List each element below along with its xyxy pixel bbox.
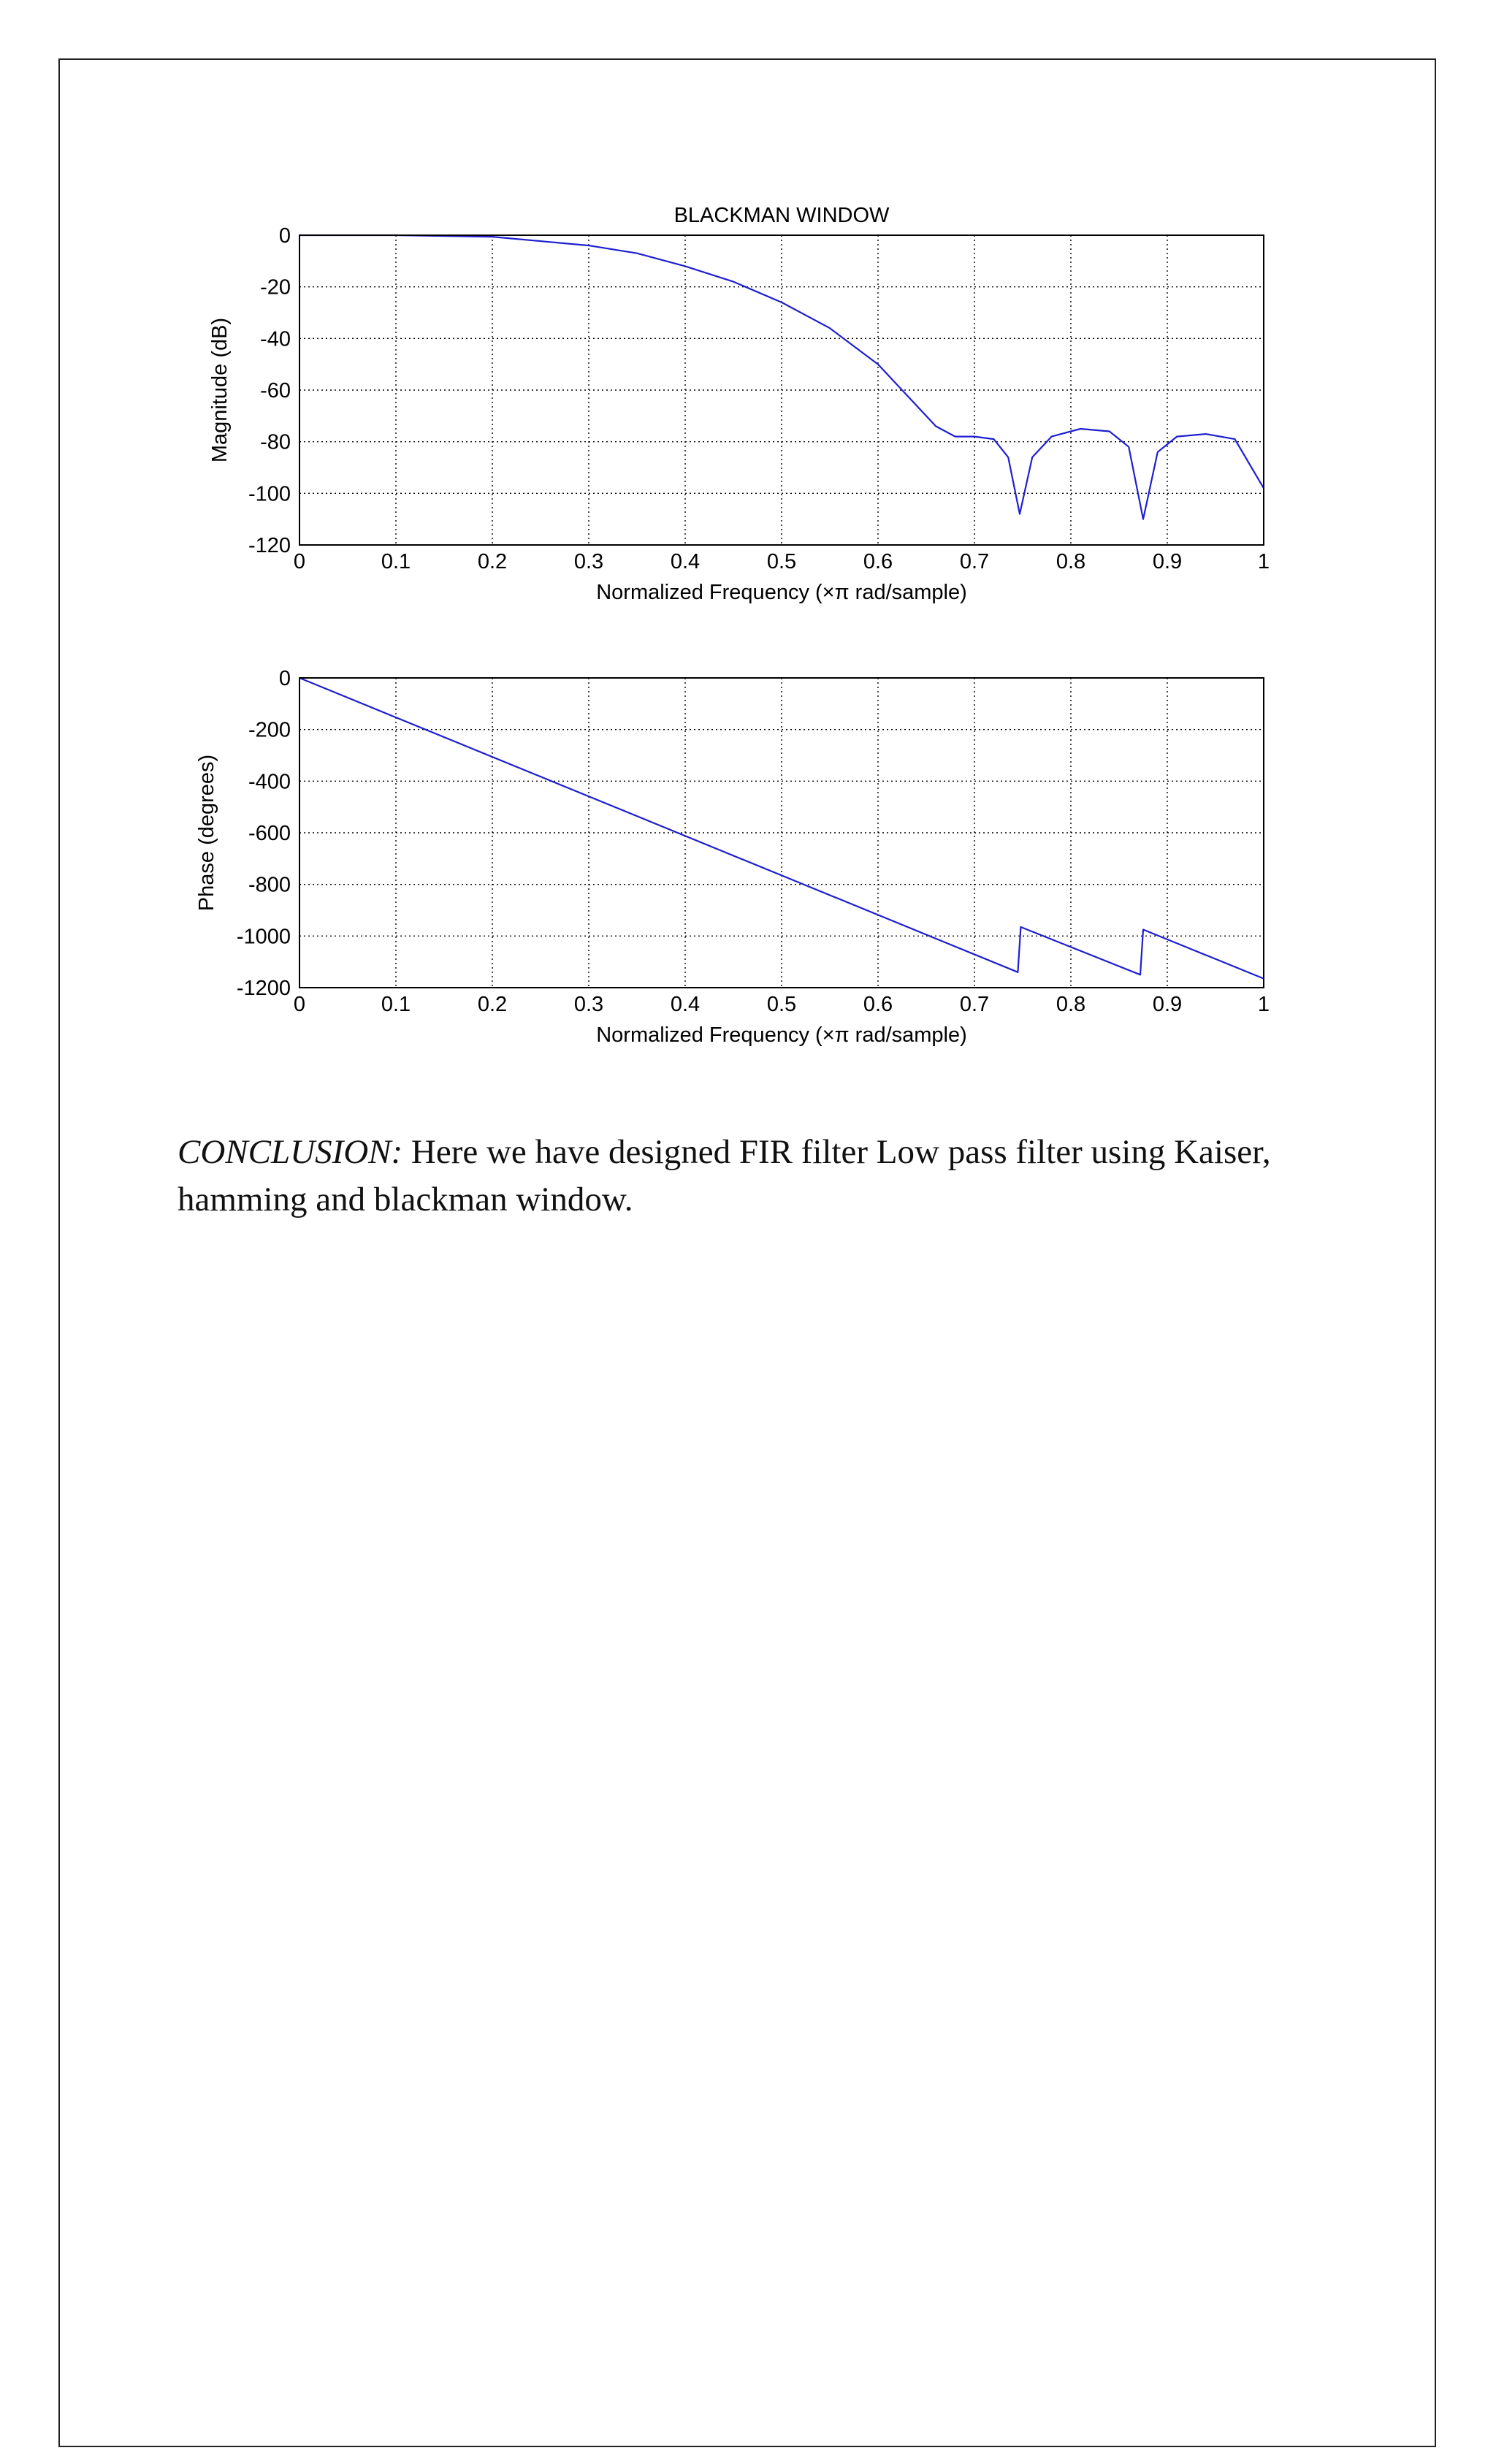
x-tick-label: 0.6: [863, 993, 893, 1016]
x-tick-label: 0.9: [1152, 993, 1183, 1016]
y-axis-label: Phase (degrees): [195, 754, 218, 912]
conclusion-text: Here we have designed FIR filter Low pass filter using Kaiser, hamming and blackman window.: [178, 1133, 1271, 1218]
x-tick-label: 0.7: [959, 550, 990, 573]
y-tick-label: -60: [260, 379, 291, 403]
y-tick-label: -120: [248, 534, 291, 557]
x-tick-label: 0.6: [863, 550, 893, 573]
y-tick-label: 0: [278, 224, 291, 248]
y-tick-label: -400: [248, 770, 291, 794]
x-tick-label: 0.1: [381, 993, 411, 1016]
x-tick-label: 0: [293, 550, 306, 573]
chart-title: BLACKMAN WINDOW: [673, 204, 890, 227]
y-tick-label: -100: [248, 482, 291, 506]
x-tick-label: 0.2: [477, 993, 508, 1016]
x-tick-label: 0.4: [670, 993, 701, 1016]
x-axis-label: Normalized Frequency (×π rad/sample): [596, 1023, 967, 1047]
x-tick-label: 1: [1257, 993, 1270, 1016]
x-axis-label: Normalized Frequency (×π rad/sample): [596, 581, 967, 604]
x-tick-label: 1: [1257, 550, 1270, 573]
y-tick-label: -1000: [236, 925, 291, 949]
x-tick-label: 0: [293, 993, 306, 1016]
x-tick-label: 0.4: [670, 550, 701, 573]
y-tick-label: -80: [260, 430, 291, 454]
conclusion-label: CONCLUSION:: [178, 1133, 403, 1171]
x-tick-label: 0.8: [1056, 550, 1086, 573]
conclusion-paragraph: [178, 1129, 1346, 1224]
x-tick-label: 0.2: [477, 550, 508, 573]
y-tick-label: -40: [260, 327, 291, 351]
y-tick-label: -800: [248, 873, 291, 897]
x-tick-label: 0.5: [766, 550, 797, 573]
phase-plot: [0, 0, 1496, 1074]
y-tick-label: -200: [248, 718, 291, 742]
x-tick-label: 0.8: [1056, 993, 1086, 1016]
x-tick-label: 0.7: [959, 993, 990, 1016]
y-tick-label: 0: [278, 667, 291, 690]
x-tick-label: 0.5: [766, 993, 797, 1016]
y-tick-label: -20: [260, 275, 291, 300]
x-tick-label: 0.3: [573, 993, 604, 1016]
y-axis-label: Magnitude (dB): [208, 317, 232, 463]
x-tick-label: 0.1: [381, 550, 411, 573]
x-tick-label: 0.9: [1152, 550, 1183, 573]
y-tick-label: -1200: [236, 977, 291, 1000]
x-tick-label: 0.3: [573, 550, 604, 573]
y-tick-label: -600: [248, 822, 291, 845]
